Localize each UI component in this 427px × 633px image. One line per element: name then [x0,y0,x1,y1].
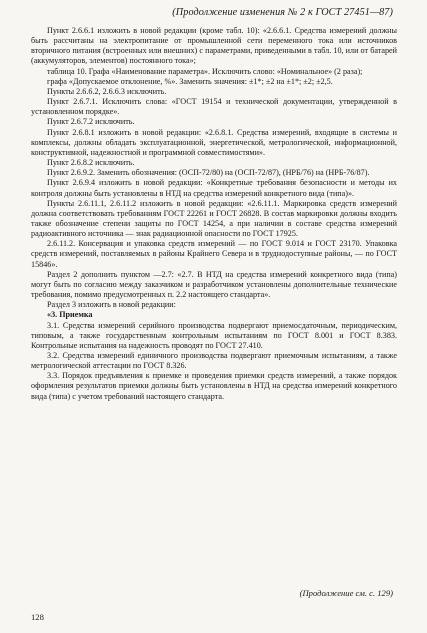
document-body [31,26,397,402]
paragraph: Пункт 2.6.9.4 изложить в новой редакции: «Конкретные требования безопасности и методы их контроля должны быть установлены в НТД на средства измерений конкретного вида (типа)». [31,178,397,198]
paragraph: таблица 10. Графа «Наименование параметра». Исключить слово: «Номинальное» (2 раза); [47,66,363,76]
paragraph: Пункт 2.6.9.2. Заменить обозначения: (ОСП-72/80) на (ОСП-72/87), (НРБ/76) на (НРБ-76/87). [47,168,370,178]
paragraph: Пункты 2.6.6.2, 2.6.6.3 исключить. [47,86,167,96]
continuation-note: (Продолжение см. с. 129) [299,588,393,598]
paragraph: Пункты 2.6.11.1, 2.6.11.2 изложить в новой редакции: «2.6.11.1. Маркировка средств измерений должна соответствовать требованиям ГОСТ 22261 и ГОСТ 26828. В состав маркировки должны входить также обозначение степени защиты по ГОСТ 14254, а при наличии в составе средства измерений радиоактивного источника — знак радиационной опасности по ГОСТ 17925. [31,198,397,239]
section-heading: «3. Приемка [47,310,93,320]
paragraph: Пункт 2.6.6.1 изложить в новой редакции (кроме табл. 10): «2.6.6.1. Средства измерений должны быть рассчитаны на электропитание от промышленной сети переменного тока или источников вторичного питания (встроенных или внешних) с параметрами, приведенными в табл. 10, или от батарей (аккумуляторов, элементов) постоянного тока»; [31,26,397,66]
page-number: 128 [31,612,44,622]
paragraph: 3.2. Средства измерений единичного производства подвергают приемочным испытаниям, а также метрологической аттестации по ГОСТ 8.326. [31,351,397,371]
paragraph: Раздел 3 изложить в новой редакции: [47,300,176,310]
paragraph: 2.6.11.2. Консервация и упаковка средств измерений — по ГОСТ 9.014 и ГОСТ 23170. Упаковка средств измерений, поставляемых в районы Крайнего Севера и в труднодоступные районы, — по ГОСТ 15846». [31,239,397,269]
running-header: (Продолжение изменения № 2 к ГОСТ 27451—87) [172,7,393,18]
paragraph: Пункт 2.6.7.1. Исключить слова: «ГОСТ 19154 и технической документации, утвержденной в установленном порядке». [31,97,397,117]
paragraph: Раздел 2 дополнить пунктом —2.7: «2.7. В НТД на средства измерений конкретного вида (типа) могут быть по согласию между заказчиком и разработчиком установлены дополнительные технические требования, помимо предусмотренных п. 2.2 настоящего стандарта». [31,269,397,300]
paragraph: Пункт 2.6.8.2 исключить. [47,158,135,168]
paragraph: Пункт 2.6.8.1 изложить в новой редакции: «2.6.8.1. Средства измерений, входящие в системы и комплексы, должны обладать эксплуатационной, энергетической, метрологической, информационной, конструктивной, надежностной и программной совместимостями». [31,127,397,157]
paragraph: 3.1. Средства измерений серийного производства подвергают приемосдаточным, периодическим, типовым, а также государственным контрольным испытаниям по ГОСТ 8.001 и ГОСТ 8.383. Контрольные испытания на надежность проводят по ГОСТ 27.410. [31,320,397,350]
paragraph: графа «Допускаемое отклонение, %». Заменить значения: ±1*; ±2 на ±1*; ±2; ±2,5. [47,76,333,86]
paragraph: Пункт 2.6.7.2 исключить. [47,117,135,127]
paragraph: 3.3. Порядок предъявления к приемке и проведения приемки средств измерений, а также порядок оформления результатов приемки должны быть установлены в НТД на средства измерений конкретного вида (типа) с учетом требований настоящего стандарта. [31,371,397,401]
